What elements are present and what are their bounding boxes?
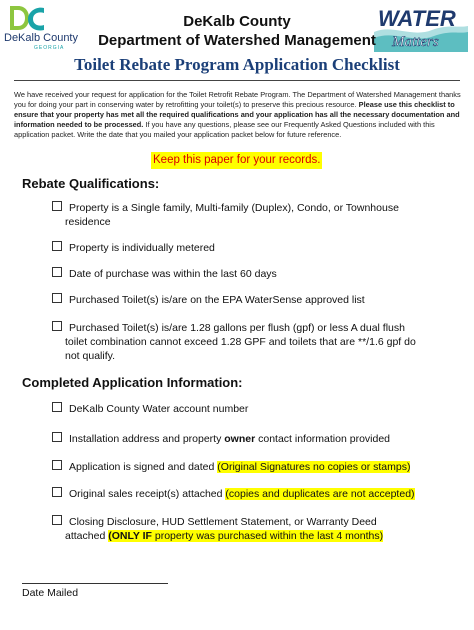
item-text: contact information provided xyxy=(255,433,391,445)
logo-right-line2: Matters xyxy=(392,34,439,50)
item-text: Property is a Single family, Multi-family (Duplex), Condo, or Townhouse xyxy=(69,202,399,214)
checklist-item-watersense[interactable] xyxy=(52,293,457,307)
item-text-cont xyxy=(52,529,457,543)
checkbox-icon[interactable] xyxy=(52,515,62,525)
checkbox-icon[interactable] xyxy=(52,267,62,277)
item-highlight xyxy=(108,530,383,542)
item-text: attached xyxy=(65,530,109,542)
intro-text-2: If you have any questions, please see our Frequently Asked Questions included with this application packet. Write the date that you mailed your application packet below for future reference. xyxy=(14,120,435,139)
item-text-cont: toilet combination cannot exceed 1.28 GPF and toilets that are **/1.6 gpf do xyxy=(65,336,416,348)
checkbox-icon[interactable] xyxy=(52,201,62,211)
item-text: Date of purchase was within the last 60 days xyxy=(69,268,277,280)
item-text-cont: residence xyxy=(65,216,111,228)
checklist-item-signed[interactable] xyxy=(52,460,457,474)
intro-paragraph xyxy=(14,90,462,140)
item-text: Application is signed and dated xyxy=(69,461,218,473)
intro-text-1: We have received your request for application for the Toilet Retrofit Rebate Program. The Department of Watershed Management thanks you for doing your part in conserving water by retrofitting your toilet(s) to preserve this precious resource. xyxy=(14,90,461,109)
item-text: Property is individually metered xyxy=(69,242,215,254)
checklist-item-property-type[interactable] xyxy=(52,201,457,229)
checklist-item-gpf[interactable] xyxy=(52,321,457,363)
item-text: DeKalb County Water account number xyxy=(69,403,249,415)
checkbox-icon[interactable] xyxy=(52,460,62,470)
item-highlight-bold: (ONLY IF xyxy=(108,530,152,542)
item-text-cont: not qualify. xyxy=(65,350,116,362)
dekalb-county-logo xyxy=(4,4,88,50)
county-heading: DeKalb County xyxy=(183,13,291,30)
item-highlight-text: property was purchased within the last 4 months) xyxy=(151,530,384,542)
item-text: Closing Disclosure, HUD Settlement Statement, or Warranty Deed xyxy=(69,516,377,528)
department-heading: Department of Watershed Management xyxy=(98,32,376,49)
keep-records-note: Keep this paper for your records. xyxy=(151,152,322,169)
title-divider xyxy=(14,80,460,81)
intro-bold-text: Please use this checklist to ensure that your property has met all the required qualifications and your application has all the necessary documentation and information needed to be processed. xyxy=(14,100,460,129)
item-highlight: (copies and duplicates are not accepted) xyxy=(225,488,415,500)
logo-left-subtext: GEORGIA xyxy=(34,45,65,50)
checkbox-icon[interactable] xyxy=(52,293,62,303)
logo-right-line1: WATER xyxy=(378,6,456,31)
checkbox-icon[interactable] xyxy=(52,321,62,331)
checklist-item-closing-docs[interactable] xyxy=(52,515,457,543)
item-text: Installation address and property xyxy=(69,433,225,445)
item-text: Original sales receipt(s) attached xyxy=(69,488,226,500)
checklist-item-owner-info[interactable] xyxy=(52,432,457,446)
date-mailed-label: Date Mailed xyxy=(22,587,79,599)
rebate-qualifications-heading: Rebate Qualifications: xyxy=(22,176,160,191)
checklist-item-receipts[interactable] xyxy=(52,487,457,501)
checklist-item-account-number[interactable] xyxy=(52,402,457,416)
checklist-item-purchase-date[interactable] xyxy=(52,267,457,281)
item-text: Purchased Toilet(s) is/are on the EPA WaterSense approved list xyxy=(69,294,365,306)
item-text-bold: owner xyxy=(224,433,256,445)
checkbox-icon[interactable] xyxy=(52,402,62,412)
document-title: Toilet Rebate Program Application Checklist xyxy=(74,55,400,74)
date-mailed-line[interactable] xyxy=(22,583,168,584)
item-highlight: (Original Signatures no copies or stamps) xyxy=(217,461,411,473)
checkbox-icon[interactable] xyxy=(52,432,62,442)
checklist-item-metered[interactable] xyxy=(52,241,457,255)
checkbox-icon[interactable] xyxy=(52,241,62,251)
logo-left-text: DeKalb County xyxy=(4,32,78,44)
checkbox-icon[interactable] xyxy=(52,487,62,497)
item-text: Purchased Toilet(s) is/are 1.28 gallons per flush (gpf) or less A dual flush xyxy=(69,322,405,334)
completed-application-heading: Completed Application Information: xyxy=(22,375,243,390)
